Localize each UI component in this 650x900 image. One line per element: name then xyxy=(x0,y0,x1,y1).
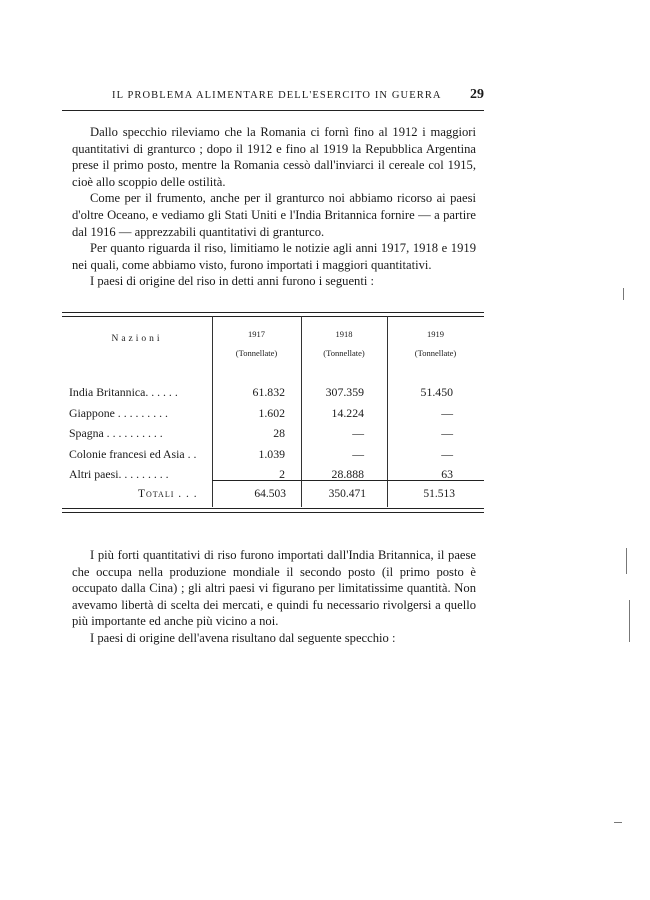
total-1918: 350.471 xyxy=(328,488,366,500)
page-header xyxy=(62,87,484,107)
rice-origin-table xyxy=(62,312,484,522)
paragraph: Per quanto riguarda il riso, limitiamo le notizie agli anni 1917, 1918 e 1919 nei quali, come abbiamo visto, furono importati i maggiori quantitativi. xyxy=(72,241,476,272)
cell-1918: — xyxy=(352,426,364,440)
totals-rule xyxy=(212,480,484,481)
running-title: IL PROBLEMA ALIMENTARE DELL'ESERCITO IN GUERRA xyxy=(112,90,442,101)
paragraph: I più forti quantitativi di riso furono importati dall'India Britannica, il paese che occupa nella produzione mondiale il secondo posto (il primo posto è occupato dalla Cina) ; gli altri paesi vi figurano per limitatissime quantità. Non avevamo libertà di scelta dei mercati, e quindi fu necessario rivolgersi a quello più importante ed anche più vicino a noi. xyxy=(72,548,476,629)
body-text-top xyxy=(72,124,476,290)
table-row xyxy=(62,426,484,447)
table-top-rule xyxy=(62,312,484,317)
cell-1919: — xyxy=(441,446,453,461)
cell-1919: — xyxy=(441,426,453,440)
cell-1919: 63 xyxy=(441,467,453,481)
column-header-year-1919: 1919 xyxy=(427,329,444,339)
body-text-bottom xyxy=(72,547,476,647)
column-header-year-1918: 1918 xyxy=(335,329,353,339)
column-unit: (Tonnellate) xyxy=(323,348,365,358)
table-row xyxy=(62,385,484,406)
scan-artifact xyxy=(614,822,622,823)
row-country: Giappone . . . . . . . . . xyxy=(69,405,168,420)
cell-1918: 14.224 xyxy=(331,405,364,420)
cell-1917: 2 xyxy=(279,467,285,481)
cell-1917: 1.039 xyxy=(258,446,285,461)
scan-artifact xyxy=(623,288,624,300)
total-1917: 64.503 xyxy=(254,488,286,500)
column-unit: (Tonnellate) xyxy=(414,348,457,358)
paragraph: I paesi di origine dell'avena risultano dal seguente specchio : xyxy=(90,630,396,645)
table-row xyxy=(62,406,484,427)
totals-row xyxy=(62,488,484,506)
total-1919: 51.513 xyxy=(423,488,455,500)
row-country: India Britannica. . . . . . xyxy=(69,385,178,399)
scan-artifact xyxy=(626,548,627,574)
row-country: Altri paesi. . . . . . . . . xyxy=(69,467,169,481)
scan-artifact xyxy=(629,600,630,642)
cell-1918: 307.359 xyxy=(325,385,364,399)
cell-1918: — xyxy=(352,446,364,461)
column-unit: (Tonnellate) xyxy=(235,348,278,358)
column-header-year-1917: 1917 xyxy=(248,329,265,339)
cell-1919: 51.450 xyxy=(420,385,453,399)
cell-1918: 28.888 xyxy=(331,467,364,481)
table-bottom-rule xyxy=(62,508,484,513)
column-header-nazioni: Nazioni xyxy=(111,334,163,344)
cell-1919: — xyxy=(441,405,453,420)
table-body xyxy=(62,385,484,488)
paragraph: Dallo specchio rileviamo che la Romania ci fornì fino al 1912 i maggiori quantitativi di granturco ; dopo il 1912 e fino al 1919 la Repubblica Argentina prese il primo posto, mentre la Romania cessò dall'inviarci il cereale col 1915, cioè allo scoppio delle ostilità. xyxy=(72,125,476,189)
header-rule xyxy=(62,110,484,111)
row-country: Colonie francesi ed Asia . . xyxy=(69,446,197,461)
row-country: Spagna . . . . . . . . . . xyxy=(69,426,163,440)
totals-label: Totali . . . xyxy=(138,488,198,500)
paragraph: I paesi di origine del riso in detti anni furono i seguenti : xyxy=(90,274,374,289)
cell-1917: 28 xyxy=(273,426,285,440)
cell-1917: 1.602 xyxy=(258,405,285,420)
paragraph: Come per il frumento, anche per il granturco noi abbiamo ricorso ai paesi d'oltre Oceano, e vediamo gli Stati Uniti e l'India Britannica fornire — a partire dal 1916 — apprezzabili quantitativi di granturco. xyxy=(72,191,476,239)
table-row xyxy=(62,467,484,488)
table-row xyxy=(62,447,484,468)
cell-1917: 61.832 xyxy=(252,385,285,399)
page-number: 29 xyxy=(470,87,484,102)
